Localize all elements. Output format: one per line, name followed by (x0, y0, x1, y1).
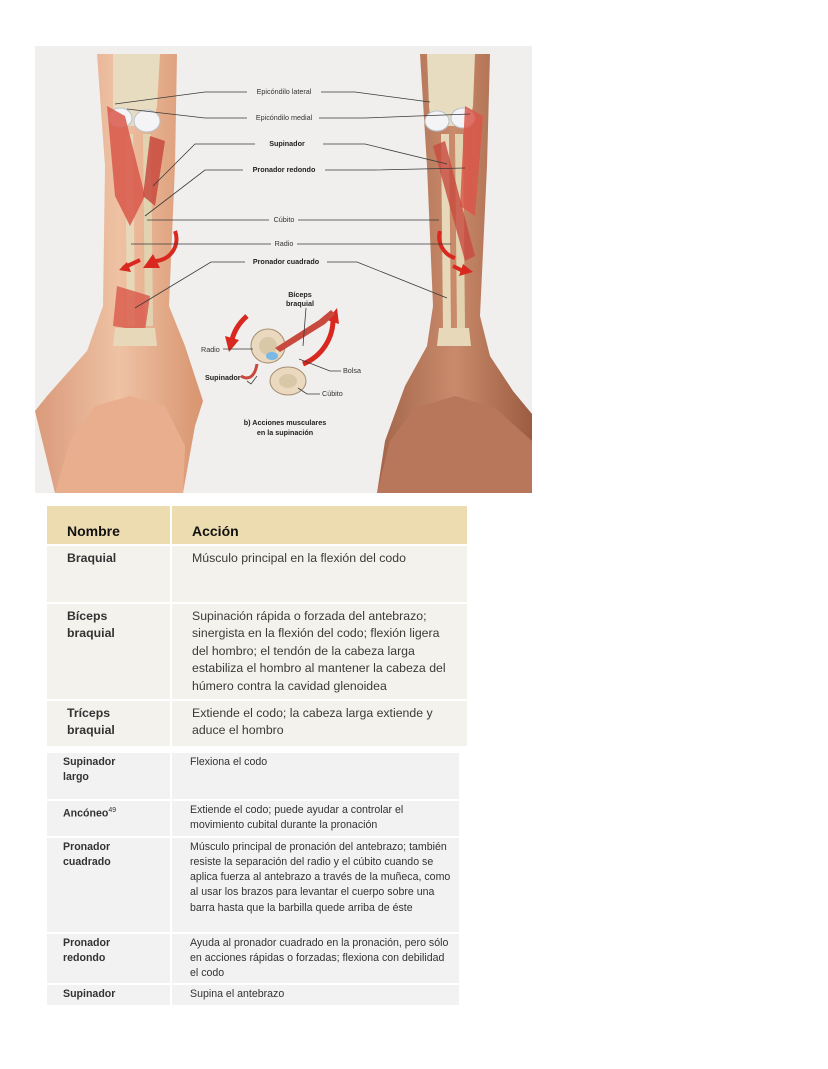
caption-line1: b) Acciones musculares (243, 418, 327, 427)
muscle-name: Pronador cuadrado (47, 837, 171, 933)
table-row (47, 933, 459, 985)
table-row (47, 752, 459, 800)
muscle-name: Ancóneo$^{49}$ (47, 800, 171, 837)
muscle-name: Supinador largo (47, 752, 171, 800)
forearm-anatomy-figure (35, 46, 532, 493)
footnote-marker: 49 (108, 807, 117, 814)
header-accion: Acción (171, 506, 467, 545)
muscle-action: Supinación rápida o forzada del antebrazo; sinergista en la flexión del codo; flexión ligera del hombro; el tendón de la cabeza larga estabiliza el hombro al mantener la cabeza del húmero contra la cavidad glenoidea (171, 603, 467, 700)
label-pronador-cuadrado: Pronador cuadrado (252, 257, 320, 266)
label-inset-cubito: Cúbito (322, 389, 343, 398)
label-radio: Radio (274, 239, 294, 248)
label-epicondilo-medial: Epicóndilo medial (255, 113, 313, 122)
header-nombre: Nombre (47, 506, 171, 545)
caption-line2: en la supinación (256, 428, 314, 437)
muscle-name: Bíceps braquial (47, 603, 171, 700)
table-row (47, 545, 467, 603)
label-cubito: Cúbito (273, 215, 295, 224)
muscle-action: Ayuda al pronador cuadrado en la pronación, pero sólo en acciones rápidas o forzadas; flexiona con debilidad el codo (171, 933, 459, 985)
muscle-name: Supinador (47, 984, 171, 1004)
muscle-action: Músculo principal en la flexión del codo (171, 545, 467, 603)
label-epicondilo-lateral: Epicóndilo lateral (256, 87, 312, 96)
label-biceps-line2: braquial (286, 299, 314, 308)
table-header-row (47, 506, 467, 545)
label-supinador: Supinador (269, 139, 305, 148)
table-row (47, 984, 459, 1004)
muscle-action: Músculo principal de pronación del antebrazo; también resiste la separación del radio y el cúbito cuando se aplica fuerza al antebrazo a través de la muñeca, como al usar los brazos para levantar el cuerpo sobre una barra hasta que la barbilla quede arriba de éste (171, 837, 459, 933)
muscle-action-table-1 (47, 506, 467, 746)
anatomy-illustration (35, 46, 532, 493)
label-inset-radio: Radio (201, 345, 220, 354)
table-row (47, 837, 459, 933)
table-row (47, 700, 467, 746)
label-pronador-redondo: Pronador redondo (252, 165, 316, 174)
table-row (47, 603, 467, 700)
muscle-action-table-2 (47, 751, 459, 1005)
muscle-name: Braquial (47, 545, 171, 603)
table-row (47, 800, 459, 837)
muscle-name: Tríceps braquial (47, 700, 171, 746)
label-biceps-line1: Bíceps (288, 290, 312, 299)
muscle-name: Pronador redondo (47, 933, 171, 985)
muscle-action: Supina el antebrazo (171, 984, 459, 1004)
muscle-action: Flexiona el codo (171, 752, 459, 800)
label-inset-supinador: Supinador (205, 373, 241, 382)
label-inset-bolsa: Bolsa (343, 366, 361, 375)
muscle-action: Extiende el codo; puede ayudar a controlar el movimiento cubital durante la pronación (171, 800, 459, 837)
muscle-action: Extiende el codo; la cabeza larga extiende y aduce el hombro (171, 700, 467, 746)
